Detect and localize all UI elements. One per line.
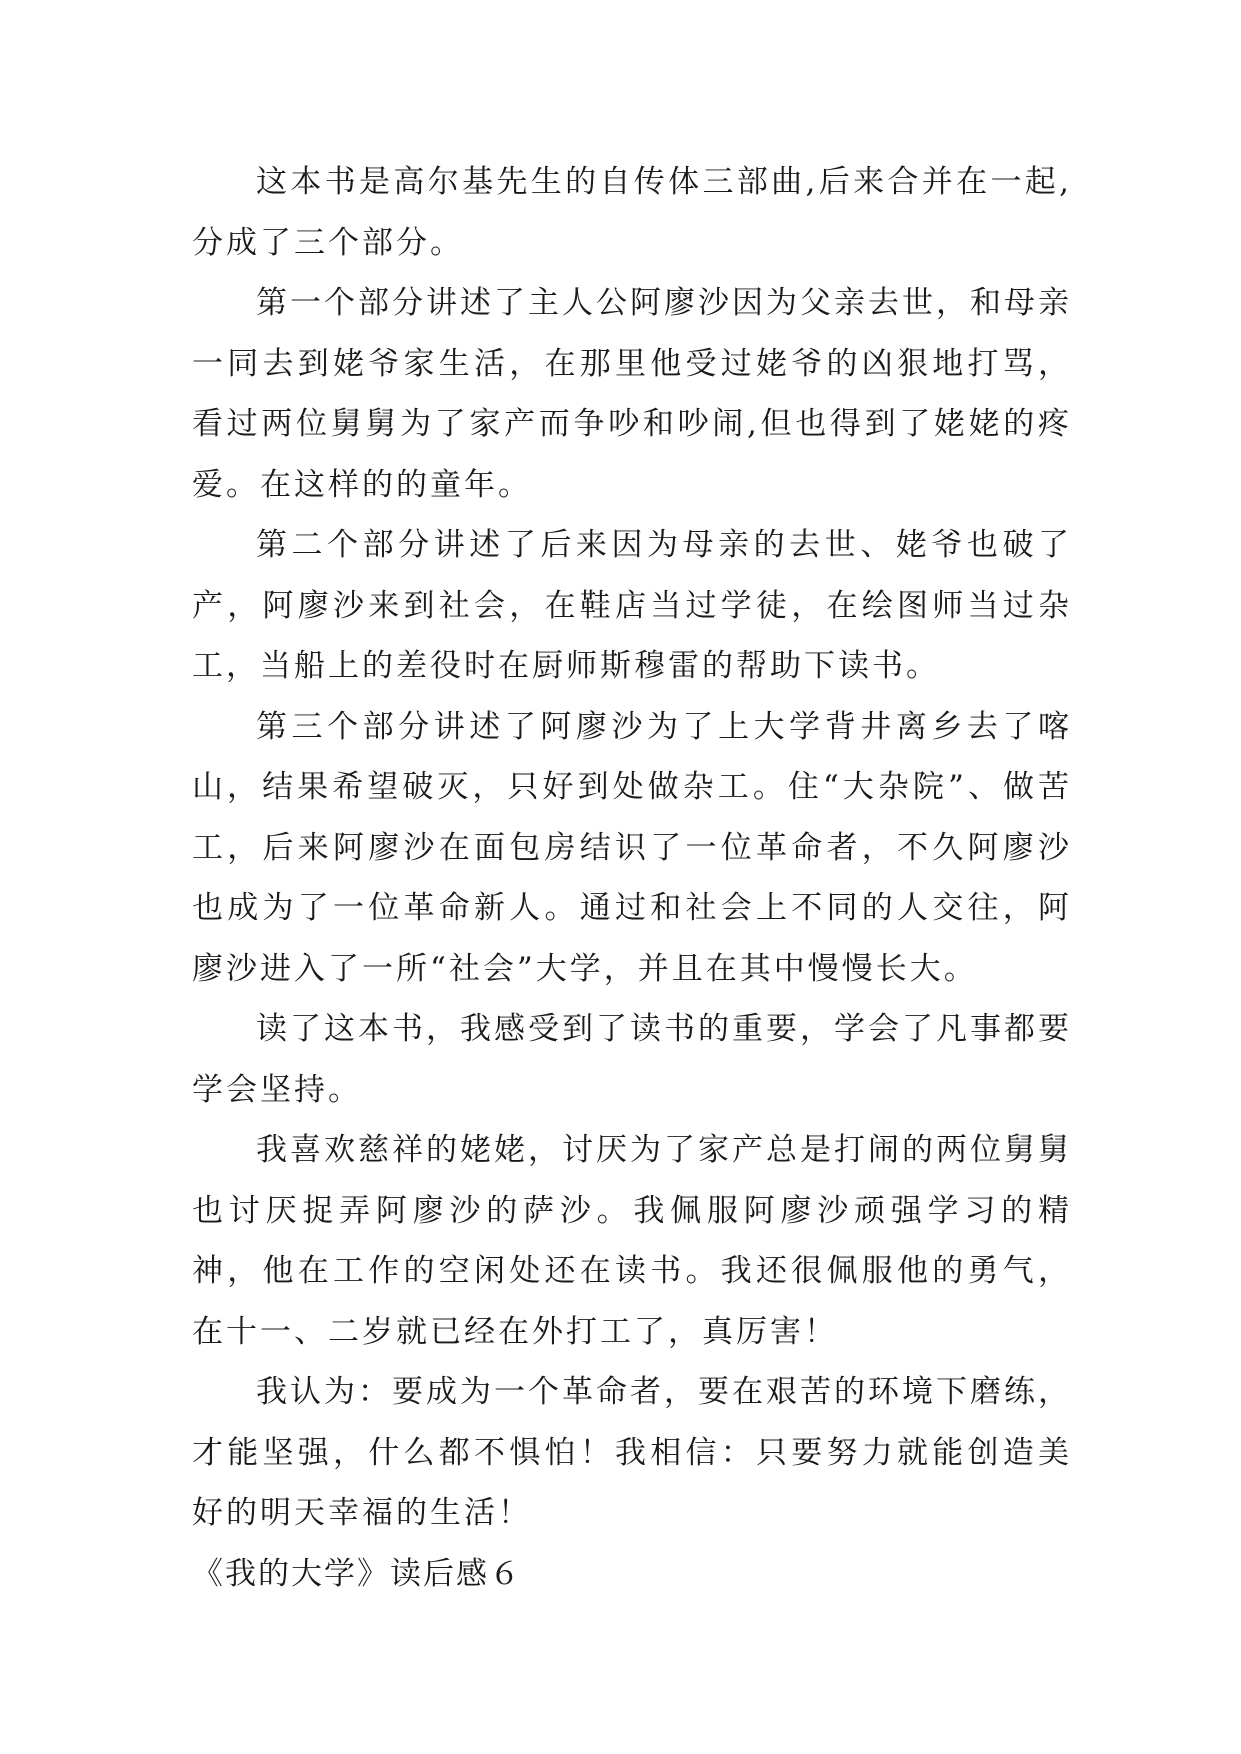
- paragraph-opinion: 我喜欢慈祥的姥姥，讨厌为了家产总是打闹的两位舅舅也讨厌捉弄阿廖沙的萨沙。我佩服阿廖沙顽强学习的精神，他在工作的空闲处还在读书。我还很佩服他的勇气，在十一、二岁就已经在外打工了，真厉害！: [192, 1132, 1072, 1350]
- paragraph-reflection: 读了这本书，我感受到了读书的重要，学会了凡事都要学会坚持。: [192, 1011, 1072, 1108]
- paragraph-part-one: 第一个部分讲述了主人公阿廖沙因为父亲去世，和母亲一同去到姥爷家生活，在那里他受过姥爷的凶狠地打骂，看过两位舅舅为了家产而争吵和吵闹,但也得到了姥姥的疼爱。在这样的的童年。: [192, 285, 1072, 503]
- document-page: [192, 152, 1072, 1604]
- paragraph-conclusion: 我认为：要成为一个革命者，要在艰苦的环境下磨练，才能坚强，什么都不惧怕！我相信：只要努力就能创造美好的明天幸福的生活！: [192, 1374, 1072, 1531]
- paragraph-part-two: 第二个部分讲述了后来因为母亲的去世、姥爷也破了产，阿廖沙来到社会，在鞋店当过学徒，在绘图师当过杂工，当船上的差役时在厨师斯穆雷的帮助下读书。: [192, 527, 1072, 684]
- paragraph-intro: 这本书是高尔基先生的自传体三部曲,后来合并在一起,分成了三个部分。: [192, 164, 1072, 261]
- section-heading: 《我的大学》读后感６: [192, 1555, 522, 1592]
- paragraph-part-three: 第三个部分讲述了阿廖沙为了上大学背井离乡去了喀山，结果希望破灭，只好到处做杂工。住“大杂院”、做苦工，后来阿廖沙在面包房结识了一位革命者，不久阿廖沙也成为了一位革命新人。通过和社会上不同的人交往，阿廖沙进入了一所“社会”大学，并且在其中慢慢长大。: [192, 708, 1072, 987]
